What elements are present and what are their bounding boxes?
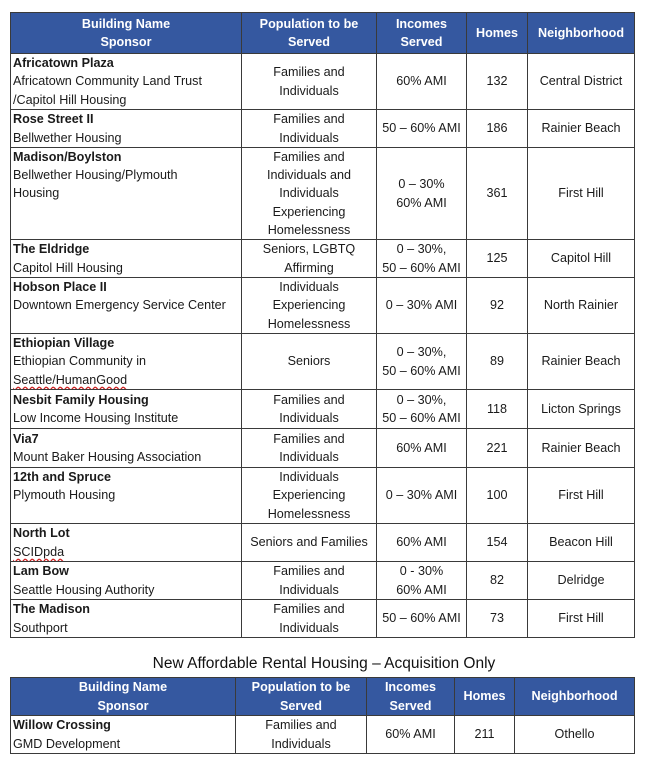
table-row [11,390,635,429]
table-row [11,429,635,468]
header-building-sponsor: Building Name Sponsor [11,678,236,716]
homes-cell: 82 [467,562,528,600]
homes-cell: 92 [467,278,528,334]
neighborhood-cell: Rainier Beach [528,334,635,390]
building-name: Madison/Boylston [13,150,122,164]
incomes-cell: 60% AMI [377,524,467,562]
population-cell: Families and Individuals [242,562,377,600]
sponsor-line-1: Ethiopian Community in [13,354,146,369]
table-header-row [11,13,635,54]
table-row [11,524,635,562]
acquisition-section-title: New Affordable Rental Housing – Acquisition Only [152,655,496,672]
table-row [11,54,635,110]
neighborhood-cell: Beacon Hill [528,524,635,562]
building-name: The Eldridge [13,242,90,257]
neighborhood-cell: North Rainier [528,278,635,334]
neighborhood-cell: Othello [515,716,635,754]
sponsor-name: Low Income Housing Institute [13,411,179,426]
neighborhood-cell: Central District [528,54,635,110]
neighborhood-cell: Licton Springs [528,390,635,429]
sponsor-name: SCIDpda [13,544,65,559]
table-header-row [11,678,635,716]
building-name: Lam Bow [13,564,69,579]
sponsor-name: Bellwether Housing/Plymouth Housing [13,168,178,201]
neighborhood-cell: Capitol Hill [528,240,635,278]
building-name: Hobson Place II [13,280,107,295]
neighborhood-cell: Rainier Beach [528,110,635,148]
table-row [11,562,635,600]
incomes-cell: 60% AMI [377,54,467,110]
homes-cell: 221 [467,429,528,468]
population-cell: Individuals Experiencing Homelessness [242,278,377,334]
incomes-cell: 60% AMI [377,429,467,468]
building-name: Willow Crossing [13,718,111,733]
building-name: North Lot [13,526,70,541]
neighborhood-cell: First Hill [528,468,635,524]
building-cell [11,240,242,278]
table-row [11,600,635,638]
building-cell [11,600,242,638]
sponsor-name: Plymouth Housing [13,488,116,503]
population-cell: Seniors, LGBTQ Affirming [242,240,377,278]
neighborhood-cell: First Hill [528,148,635,240]
building-cell [11,110,242,148]
header-population: Population to be Served [242,13,377,54]
header-homes: Homes [467,13,528,54]
homes-cell: 132 [467,54,528,110]
building-name: Africatown Plaza [13,56,114,71]
header-incomes: Incomes Served [377,13,467,54]
building-cell [11,278,242,334]
neighborhood-cell: Delridge [528,562,635,600]
neighborhood-cell: First Hill [528,600,635,638]
building-cell [11,524,242,562]
table-row [11,110,635,148]
population-cell: Families and Individuals [242,54,377,110]
table-row [11,334,635,390]
population-cell: Seniors [242,334,377,390]
acquisition-table [10,677,635,754]
header-population: Population to be Served [236,678,367,716]
sponsor-name: GMD Development [13,736,121,751]
homes-cell: 89 [467,334,528,390]
header-building-sponsor: Building Name Sponsor [11,13,242,54]
incomes-cell: 0 – 30%, 50 – 60% AMI [377,334,467,390]
incomes-cell: 0 – 30%, 50 – 60% AMI [377,240,467,278]
incomes-cell: 50 – 60% AMI [377,110,467,148]
building-name: Rose Street II [13,112,94,127]
sponsor-name: Downtown Emergency Service Center [13,298,226,313]
incomes-cell: 50 – 60% AMI [377,600,467,638]
building-cell [11,148,242,240]
population-cell: Families and Individuals [242,600,377,638]
sponsor-name: Seattle Housing Authority [13,582,155,597]
building-cell [11,54,242,110]
building-name: Via7 [13,431,39,446]
building-cell [11,468,242,524]
building-cell [11,390,242,429]
header-neighborhood: Neighborhood [528,13,635,54]
homes-cell: 361 [467,148,528,240]
table-row [11,148,635,240]
building-name: 12th and Spruce [13,470,111,485]
incomes-cell: 60% AMI [367,716,455,754]
population-cell: Families and Individuals [242,429,377,468]
header-neighborhood: Neighborhood [515,678,635,716]
homes-cell: 73 [467,600,528,638]
building-cell [11,429,242,468]
incomes-cell: 0 – 30% AMI [377,468,467,524]
building-cell [11,562,242,600]
sponsor-name [13,352,239,388]
incomes-cell: 0 – 30% AMI [377,278,467,334]
sponsor-name: Bellwether Housing [13,130,122,145]
sponsor-line-2: Seattle/HumanGood [13,372,128,387]
header-incomes: Incomes Served [367,678,455,716]
homes-cell: 186 [467,110,528,148]
building-name: The Madison [13,602,90,617]
incomes-cell: 0 – 30% 60% AMI [377,148,467,240]
homes-cell: 125 [467,240,528,278]
sponsor-name: Capitol Hill Housing [13,260,123,275]
homes-cell: 118 [467,390,528,429]
population-cell: Families and Individuals [236,716,367,754]
homes-cell: 154 [467,524,528,562]
building-cell [11,716,236,754]
building-cell [11,334,242,390]
population-cell: Families and Individuals [242,390,377,429]
population-cell: Individuals Experiencing Homelessness [242,468,377,524]
table-row [11,240,635,278]
homes-cell: 211 [455,716,515,754]
incomes-cell: 0 - 30% 60% AMI [377,562,467,600]
sponsor-name: Southport [13,620,68,635]
table-row [11,278,635,334]
population-cell: Families and Individuals [242,110,377,148]
neighborhood-cell: Rainier Beach [528,429,635,468]
table-row [11,716,635,754]
sponsor-name: Mount Baker Housing Association [13,450,202,465]
population-cell: Families and Individuals and Individuals Experiencing Homelessness [242,148,377,240]
incomes-cell: 0 – 30%, 50 – 60% AMI [377,390,467,429]
building-name: Ethiopian Village [13,336,115,351]
population-cell: Seniors and Families [242,524,377,562]
sponsor-name: Africatown Community Land Trust /Capitol Hill Housing [13,74,202,107]
development-table [10,12,635,638]
header-homes: Homes [455,678,515,716]
building-name: Nesbit Family Housing [13,392,149,407]
table-row [11,468,635,524]
homes-cell: 100 [467,468,528,524]
